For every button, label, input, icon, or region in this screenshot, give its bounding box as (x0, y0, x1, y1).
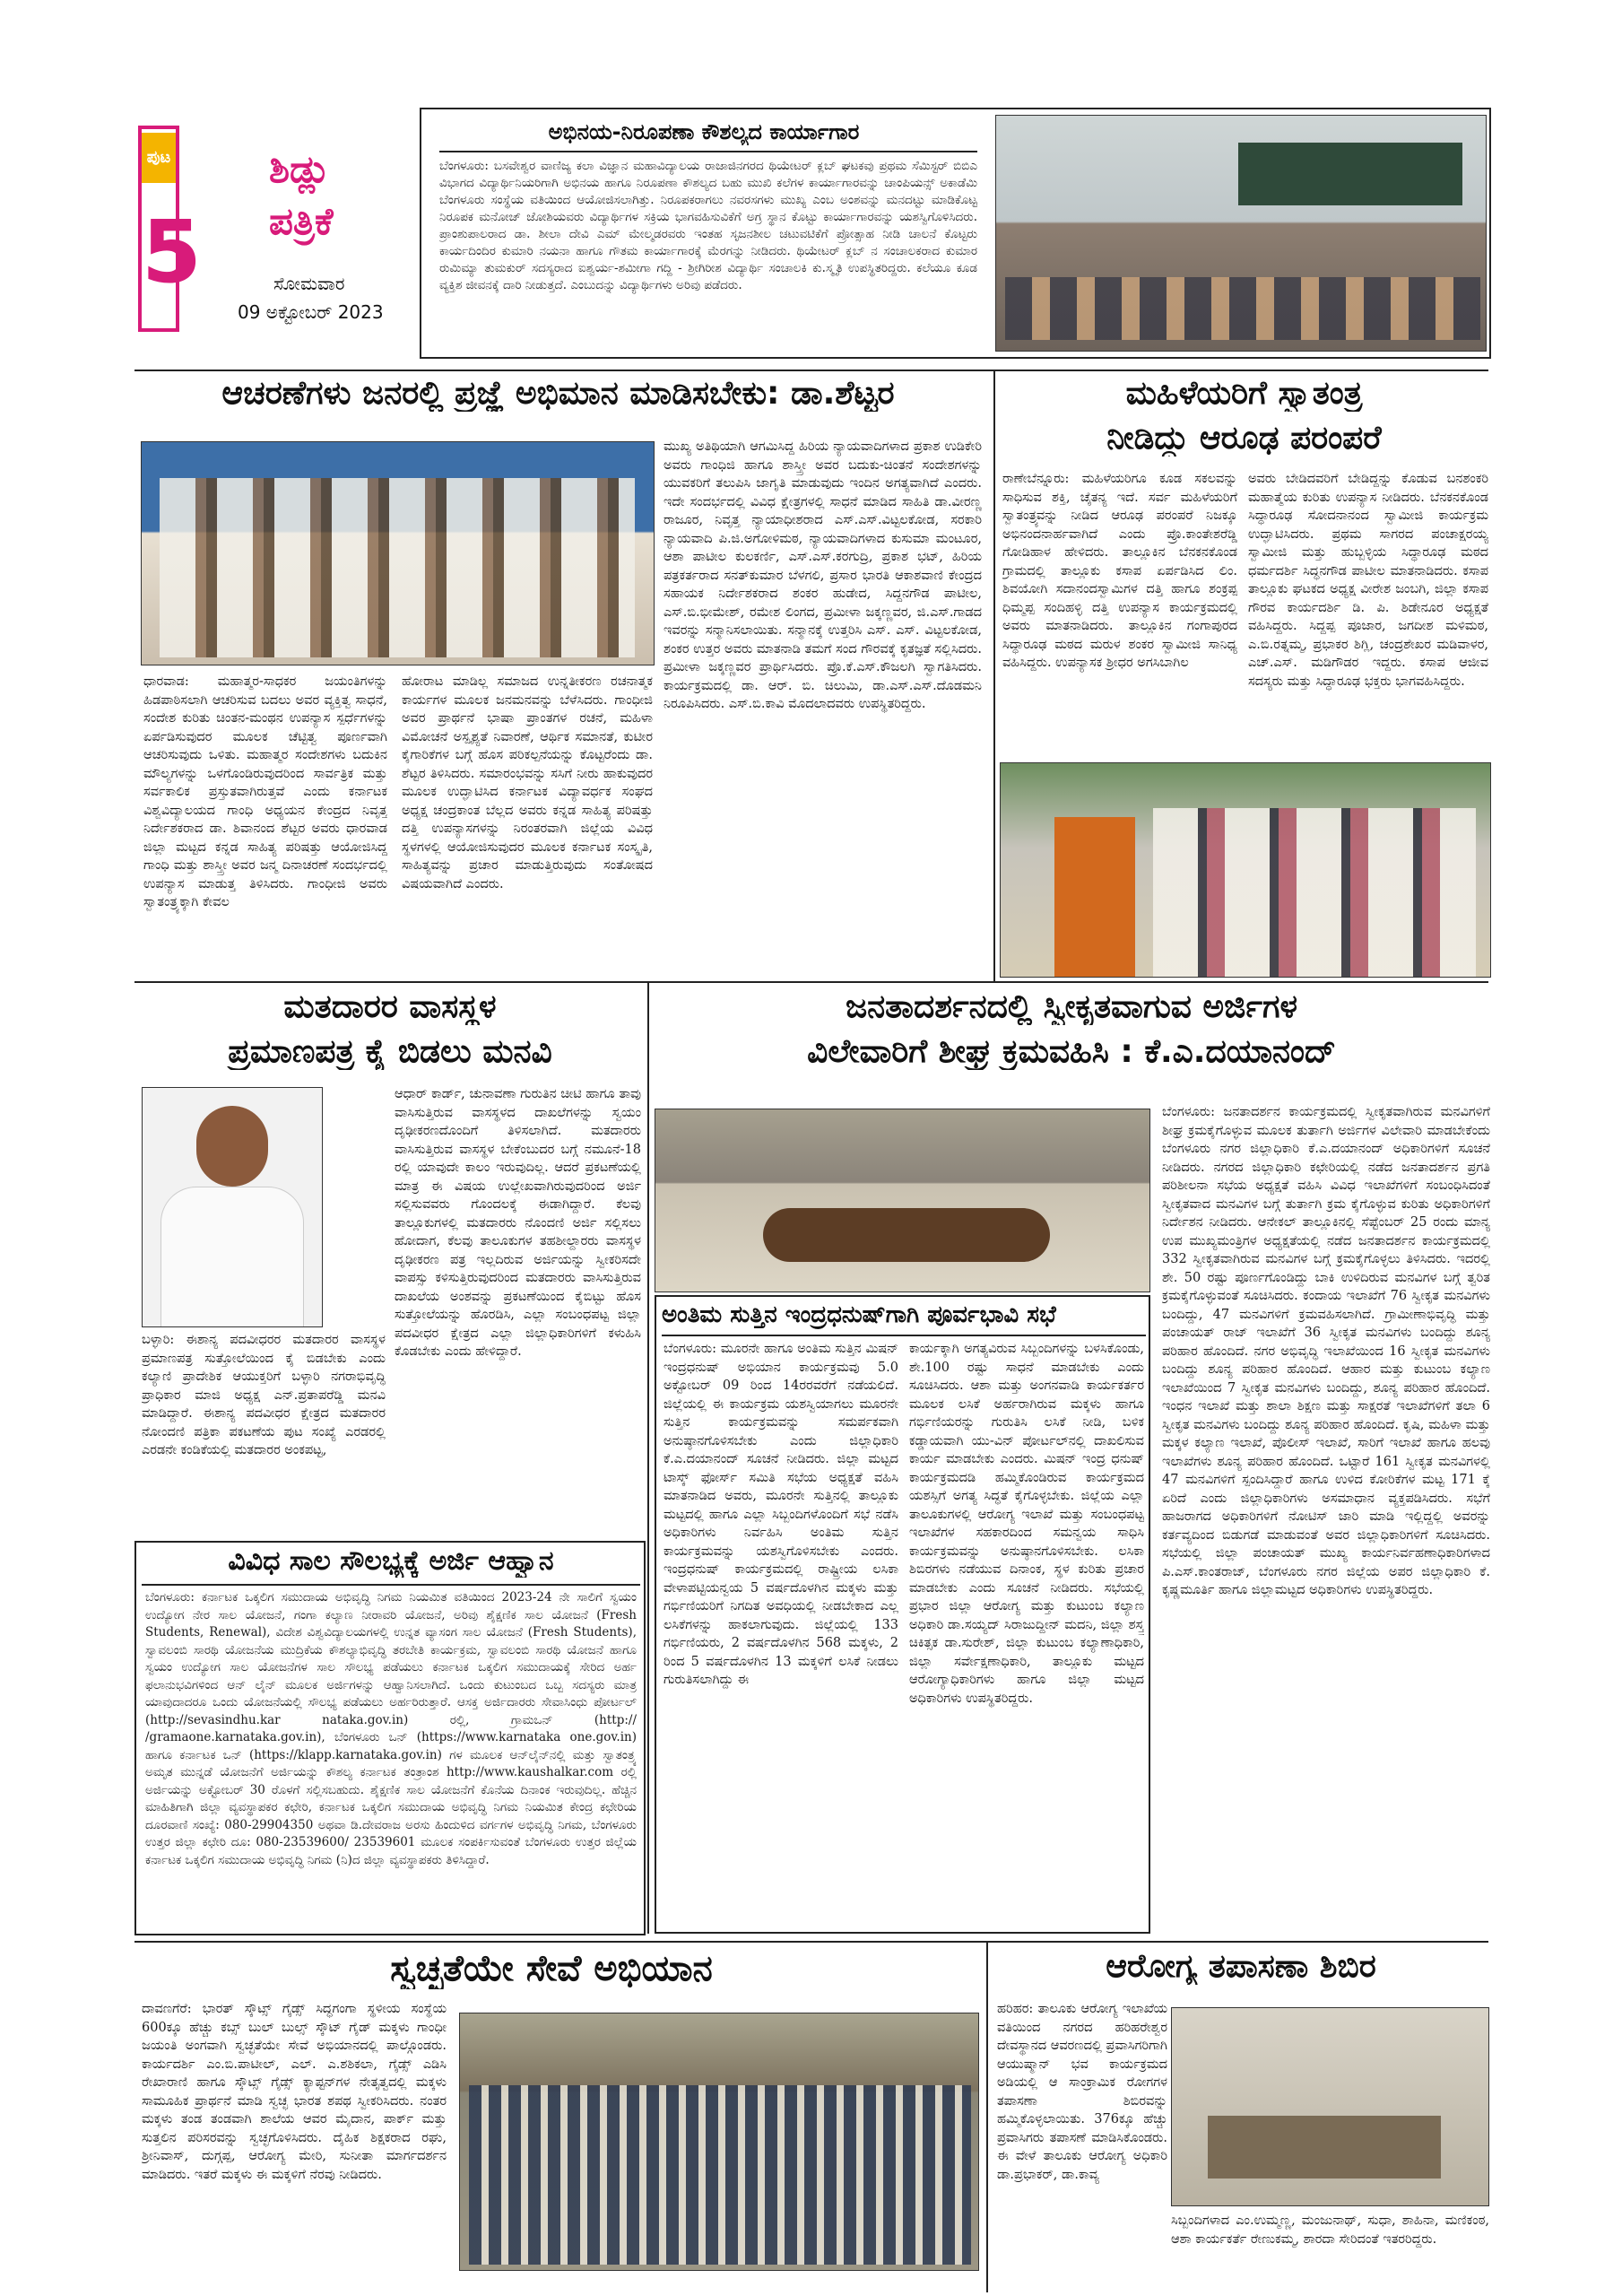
voter-bottom: ಬಳ್ಳಾರಿ: ಈಶಾನ್ಯ ಪದವೀಧರರ ಮತದಾರರ ವಾಸಸ್ಥಳ ಪ್ರಮಾಣಪತ್ರ ಸುತ್ತೋಲೆಯಿಂದ ಕೈ ಬಿಡಬೇಕು ಎಂದು ಕಲ್ಯಾಣಿ ಪ್ರಾದೇಶಿಕ ಆಯುಕ್ತರಿಗೆ ಬಳ್ಳಾರಿ ನಗರಾಭಿವೃದ್ಧಿ ಪ್ರಾಧಿಕಾರ ಮಾಜಿ ಅಧ್ಯಕ್ಷ ಎನ್.ಪ್ರತಾಪರೆಡ್ಡಿ ಮನವಿ ಮಾಡಿದ್ದಾರೆ. ಈಶಾನ್ಯ ಪದವೀಧರ ಕ್ಷೇತ್ರದ ಮತದಾರರ ನೋಂದಣಿ ಪತ್ರಿಕಾ ಪಕಟಣೆಯ ಪುಟ ಸಂಖ್ಯೆ ಎರಡರಲ್ಲಿ ಎರಡನೇ ಕಂಡಿಕೆಯಲ್ಲಿ ಮತದಾರರ ಅಂಕಪಟ್ಟ, (142, 1333, 386, 1457)
loans-underline (142, 1584, 640, 1586)
story-workshop (420, 108, 1491, 359)
headline-underline (439, 151, 977, 152)
meeting-photo (655, 1109, 1150, 1292)
voter-right-col: ಆಧಾರ್ ಕಾರ್ಡ್, ಚುನಾವಣಾ ಗುರುತಿನ ಚೀಟಿ ಹಾಗೂ ತಾವು ವಾಸಿಸುತ್ತಿರುವ ವಾಸಸ್ಥಳದ ದಾಖಲೆಗಳನ್ನು ಸ್ವಯಂ ದೃಢೀಕರಣದೊಂದಿಗೆ ತಿಳಿಸಲಾಗಿದೆ. ಮತದಾರರು ವಾಸಿಸುತ್ತಿರುವ ವಾಸಸ್ಥಳ ಬೇಕೆಂಬುದರ ಬಗ್ಗೆ ನಮೂನೆ-18 ರಲ್ಲಿ ಯಾವುದೇ ಕಾಲಂ ಇರುವುದಿಲ್ಲ. ಆದರೆ ಪ್ರಕಟಣೆಯಲ್ಲಿ ಮಾತ್ರ ಈ ವಿಷಯ ಉಲ್ಲೇಖವಾಗಿರುವುದರಿಂದ ಅರ್ಜಿ ಸಲ್ಲಿಸುವವರು ಗೊಂದಲಕ್ಕೆ ಈಡಾಗಿದ್ದಾರೆ. ಕೆಲವು ತಾಲ್ಲೂಕುಗಳಲ್ಲಿ ಮತದಾರರು ನೊಂದಣಿ ಅರ್ಜಿ ಸಲ್ಲಿಸಲು ಹೋದಾಗ, ಕೆಲವು ತಾಲೂಕುಗಳ ತಹಶೀಲ್ದಾರರು ವಾಸಸ್ಥಳ ದೃಢೀಕರಣ ಪತ್ರ ಇಲ್ಲದಿರುವ ಅರ್ಜಿಯನ್ನು ಸ್ವೀಕರಿಸದೇ ವಾಪಸ್ಸು ಕಳಿಸುತ್ತಿರುವುದರಿಂದ ಮತದಾರರು ವಾಸಿಸುತ್ತಿರುವ ದಾಖಲೆಯ ಅಂಶವನ್ನು ಪ್ರಕಟಣೆಯಿಂದ ಕೈಬಿಟ್ಟು ಹೊಸ ಸುತ್ತೋಲೆಯನ್ನು ಹೊರಡಿಸಿ, ಎಲ್ಲಾ ಸಂಬಂಧಪಟ್ಟ ಜಿಲ್ಲಾ ಪದವೀಧರ ಕ್ಷೇತ್ರದ ಎಲ್ಲಾ ಜಿಲ್ಲಾಧಿಕಾರಿಗಳಿಗೆ ಕಳುಹಿಸಿ ಕೊಡಬೇಕು ಎಂದು ಹೇಳಿದ್ದಾರೆ. (395, 1087, 641, 1359)
lamp-people (1153, 808, 1476, 978)
aroodha-col1: ರಾಣೇಬೆನ್ನೂರು: ಮಹಿಳೆಯರಿಗೂ ಕೂಡ ಸಕಲವನ್ನು ಸಾಧಿಸುವ ಶಕ್ತಿ, ಚೈತನ್ಯ ಇದೆ. ಸರ್ವ ಮಹಿಳೆಯರಿಗೆ ಸ್ವಾತಂತ್ರ್ಯವನ್ನು ನೀಡಿದ ಆರೂಢ ಪರಂಪರೆ ನಿಜಕ್ಕೂ ಅಭಿನಂದನಾರ್ಹವಾಗಿದೆ ಎಂದು ಪ್ರೊ.ಕಾಂತೇಶರೆಡ್ಡಿ ಗೋಡಿಹಾಳ ಹೇಳಿದರು. ತಾಲ್ಲೂಕಿನ ಬೆನಕನಕೊಂಡ ಗ್ರಾಮದಲ್ಲಿ ತಾಲ್ಲೂಕು ಕಸಾಪ ಏರ್ಪಡಿಸಿದ ಲಿಂ. ಶಿವಯೋಗಿ ಸದಾನಂದಸ್ವಾಮಿಗಳ ದತ್ತಿ ಹಾಗೂ ಶಂಕ್ರಪ್ಪ ಧಿಮ್ಮಪ್ಪ ಸಂದಿಹಳ್ಳಿ ದತ್ತಿ ಉಪನ್ಯಾಸ ಕಾರ್ಯಕ್ರಮದಲ್ಲಿ ಅವರು ಮಾತನಾಡಿದರು. ತಾಲ್ಲೂಕಿನ ಗಂಗಾಪುರದ ಸಿದ್ಧಾರೂಢ ಮಠದ ಮರುಳ ಶಂಕರ ಸ್ವಾಮೀಜಿ ಸಾನಿಧ್ಯ ವಹಿಸಿದ್ದರು. ಉಪನ್ಯಾಸಕ ಶ್ರೀಧರ ಅಗಸಿಬಾಗಿಲ (1002, 472, 1237, 670)
swachhata-body: ದಾವಣಗೆರೆ: ಭಾರತ್ ಸ್ಕೌಟ್ಸ್ ಗೈಡ್ಸ್ ಸಿದ್ಧಗಂಗಾ ಸ್ಥಳೀಯ ಸಂಸ್ಥೆಯ 600ಕ್ಕೂ ಹೆಚ್ಚು ಕಬ್ಸ್ ಬುಲ್ ಬುಲ್ಸ್ ಸ್ಕೌಟ್ ಗೈಡ್ ಮಕ್ಕಳು ಗಾಂಧೀ ಜಯಂತಿ ಅಂಗವಾಗಿ ಸ್ವಚ್ಛತೆಯೇ ಸೇವೆ ಅಭಿಯಾನದಲ್ಲಿ ಪಾಲ್ಗೊಂಡರು. ಕಾರ್ಯದರ್ಶಿ ಎಂ.ಬಿ.ಪಾಟೀಲ್, ಎಲ್. ಎ.ಶಶಿಕಲಾ, ಗೈಡ್ಸ್ ಎಡಿಸಿ ರೇಖಾರಾಣಿ ಹಾಗೂ ಸ್ಕೌಟ್ಸ್ ಗೈಡ್ಸ್ ಕ್ಯಾಪ್ಟನ್‌ಗಳ ನೇತೃತ್ವದಲ್ಲಿ ಮಕ್ಕಳು ಸಾಮೂಹಿಕ ಪ್ರಾರ್ಥನೆ ಮಾಡಿ ಸ್ವಚ್ಛ ಭಾರತ ಶಪಥ ಸ್ವೀಕರಿಸಿದರು. ನಂತರ ಮಕ್ಕಳು ತಂಡ ತಂಡವಾಗಿ ಶಾಲೆಯ ಆವರ ಮೈದಾನ, ಪಾರ್ಕ್ ಮತ್ತು ಸುತ್ತಲಿನ ಪರಿಸರವನ್ನು ಸ್ವಚ್ಛಗೊಳಿಸಿದರು. ದೈಹಿಕ ಶಿಕ್ಷಕರಾದ ರಘು, ಶ್ರೀನಿವಾಸ್, ದುಗ್ಗಪ್ಪ, ಆರೋಗ್ಯ ಮೇರಿ, ಸುನೀತಾ ಮಾರ್ಗದರ್ಶನ ಮಾಡಿದರು. ಇತರೆ ಮಕ್ಕಳು ಈ ಮಕ್ಕಳಿಗೆ ನೆರವು ನೀಡಿದರು. (142, 2002, 447, 2182)
health-camp-caption: ಸಿಬ್ಬಂದಿಗಳಾದ ಎಂ.ಉಮ್ಮಣ್ಣ, ಮಂಜುನಾಥ್, ಸುಧಾ, ಶಾಹಿನಾ, ಮಣಿಕಂಠ, ಆಶಾ ಕಾರ್ಯಕರ್ತೆ ರೇಣುಕಮ್ಮ, ಶಾರದಾ ಸೇರಿದಂತೆ ಇತರರಿದ್ದರು. (1171, 2213, 1489, 2247)
headline-loans: ವಿವಿಧ ಸಾಲ ಸೌಲಭ್ಯಕ್ಕೆ ಅರ್ಜಿ ಆಹ್ವಾನ (228, 1546, 554, 1577)
scouts-photo (459, 2013, 979, 2271)
aroodha-photo (1000, 762, 1491, 978)
petitioner-photo (142, 1087, 323, 1327)
divider-s2-top (134, 370, 1488, 371)
indradhanush-underline (662, 1335, 1146, 1336)
indradhanush-col1: ಬೆಂಗಳೂರು: ಮೂರನೇ ಹಾಗೂ ಅಂತಿಮ ಸುತ್ತಿನ ಮಿಷನ್ ಇಂದ್ರಧನುಷ್ ಅಭಿಯಾನ ಕಾರ್ಯಕ್ರಮವು 5.0 ಅಕ್ಟೋಬರ್ 09 ರಿಂದ 14ರರವರೆಗೆ ನಡೆಯಲಿದೆ. ಜಿಲ್ಲೆಯಲ್ಲಿ ಈ ಕಾರ್ಯಕ್ರಮ ಯಶಸ್ವಿಯಾಗಲು ಮೂರನೇ ಸುತ್ತಿನ ಕಾರ್ಯಕ್ರಮವನ್ನು ಸಮರ್ಪಕವಾಗಿ ಅನುಷ್ಠಾನಗೊಳಿಸಬೇಕು ಎಂದು ಜಿಲ್ಲಾಧಿಕಾರಿ ಕೆ.ಎ.ದಯಾನಂದ್ ಸೂಚನೆ ನೀಡಿದರು. ಜಿಲ್ಲಾ ಮಟ್ಟದ ಟಾಸ್ಕ್ ಫೋರ್ಸ್ ಸಮಿತಿ ಸಭೆಯ ಅಧ್ಯಕ್ಷತೆ ವಹಿಸಿ ಮಾತನಾಡಿದ ಅವರು, ಮೂರನೇ ಸುತ್ತಿನಲ್ಲಿ ತಾಲ್ಲೂಕು ಮಟ್ಟದಲ್ಲಿ ಹಾಗೂ ಎಲ್ಲಾ ಸಿಬ್ಬಂದಿಗಳೊಂದಿಗೆ ಸಭೆ ನಡೆಸಿ ಅಧಿಕಾರಿಗಳು ನಿರ್ವಹಿಸಿ ಅಂತಿಮ ಸುತ್ತಿನ ಕಾರ್ಯಕ್ರಮವನ್ನು ಯಶಸ್ವಿಗೊಳಿಸಬೇಕು ಎಂದರು. ಇಂದ್ರಧನುಷ್ ಕಾರ್ಯಕ್ರಮದಲ್ಲಿ ರಾಷ್ಟ್ರೀಯ ಲಸಿಕಾ ವೇಳಾಪಟ್ಟಿಯನ್ವಯ 5 ವರ್ಷದೊಳಗಿನ ಮಕ್ಕಳು ಮತ್ತು ಗರ್ಭಿಣಿಯರಿಗೆ ನಿಗದಿತ ಅವಧಿಯಲ್ಲಿ ನೀಡಬೇಕಾದ ಎಲ್ಲ ಲಸಿಕೆಗಳನ್ನು ಹಾಕಲಾಗುವುದು. ಜಿಲ್ಲೆಯಲ್ಲಿ 133 ಗರ್ಭಿಣಿಯರು, 2 ವರ್ಷದೊಳಗಿನ 568 ಮಕ್ಕಳು, 2 ರಿಂದ 5 ವರ್ಷದೊಳಗಿನ 13 ಮಕ್ಕಳಿಗೆ ಲಸಿಕೆ ನೀಡಲು ಗುರುತಿಸಲಾಗಿದ್ದು ಈ (664, 1342, 898, 1687)
shettar-col2: ಹೋರಾಟ ಮಾಡಿಲ್ಲ ಸಮಾಜದ ಉನ್ನತೀಕರಣ ರಚನಾತ್ಮಕ ಕಾರ್ಯಗಳ ಮೂಲಕ ಜನಮನವನ್ನು ಬೆಳೆಸಿದರು. ಗಾಂಧೀಜಿ ಅವರ ಪ್ರಾರ್ಥನೆ ಭಾಷಾ ಪ್ರಾಂತಗಳ ರಚನೆ, ಮಹಿಳಾ ವಿಮೋಚನೆ ಅಸ್ಪೃಶ್ಯತೆ ನಿವಾರಣೆ, ಆರ್ಥಿಕ ಸಮಾನತೆ, ಕುಟೀರ ಕೈಗಾರಿಕೆಗಳ ಬಗ್ಗೆ ಹೊಸ ಪರಿಕಲ್ಪನೆಯನ್ನು ಕೊಟ್ಟರೆಂದು ಡಾ. ಶೆಟ್ಟರ ತಿಳಿಸಿದರು. ಸಮಾರಂಭವನ್ನು ಸಸಿಗೆ ನೀರು ಹಾಕುವುದರ ಮೂಲಕ ಉದ್ಘಾಟಿಸಿದ ಕರ್ನಾಟಕ ವಿದ್ಯಾವರ್ಧಕ ಸಂಘದ ಅಧ್ಯಕ್ಷ ಚಂದ್ರಕಾಂತ ಬೆಲ್ಲದ ಅವರು ಕನ್ನಡ ಸಾಹಿತ್ಯ ಪರಿಷತ್ತು ದತ್ತಿ ಉಪನ್ಯಾಸಗಳನ್ನು ನಿರಂತರವಾಗಿ ಜಿಲ್ಲೆಯ ವಿವಿಧ ಸ್ಥಳಗಳಲ್ಲಿ ಆಯೋಜಿಸುವುದರ ಮೂಲಕ ಕರ್ನಾಟಕ ಸಂಸ್ಕೃತಿ, ಸಾಹಿತ್ಯವನ್ನು ಪ್ರಚಾರ ಮಾಡುತ್ತಿರುವುದು ಸಂತೋಷದ ವಿಷಯವಾಗಿದೆ ಎಂದರು. (402, 674, 653, 891)
headline-workshop: ಅಭಿನಯ-ನಿರೂಪಣಾ ಕೌಶಲ್ಯದ ಕಾರ್ಯಾಗಾರ (548, 120, 860, 144)
masthead (134, 115, 412, 375)
divider-s3-left (993, 371, 995, 981)
headline-janata-line1: ಜನತಾದರ್ಶನದಲ್ಲಿ ಸ್ವೀಕೃತವಾಗುವ ಅರ್ಜಿಗಳ (845, 988, 1298, 1025)
story-indradhanush (655, 1295, 1150, 1934)
issue-date: 09 ಅಕ್ಟೋಬರ್ 2023 (238, 301, 384, 323)
petitioner-body (160, 1187, 304, 1327)
indradhanush-col2: ಕಾರ್ಯಕ್ಕಾಗಿ ಅಗತ್ಯವಿರುವ ಸಿಬ್ಬಂದಿಗಳನ್ನು ಬಳಸಿಕೊಂಡು, ಶೇ.100 ರಷ್ಟು ಸಾಧನೆ ಮಾಡಬೇಕು ಎಂದು ಸೂಚಿಸಿದರು. ಆಶಾ ಮತ್ತು ಅಂಗನವಾಡಿ ಕಾರ್ಯಕರ್ತರ ಮೂಲಕ ಲಸಿಕೆ ಅರ್ಹರಾಗಿರುವ ಮಕ್ಕಳು ಹಾಗೂ ಗರ್ಭಿಣಿಯರನ್ನು ಗುರುತಿಸಿ ಲಸಿಕೆ ನೀಡಿ, ಬಳಿಕ ಕಡ್ಡಾಯವಾಗಿ ಯು-ವಿನ್ ಪೋರ್ಟಲ್‌ನಲ್ಲಿ ದಾಖಲಿಸುವ ಕಾರ್ಯ ಮಾಡಬೇಕು ಎಂದರು. ಮಿಷನ್ ಇಂದ್ರ ಧನುಷ್ ಕಾರ್ಯಕ್ರಮದಡಿ ಹಮ್ಮಿಕೊಂಡಿರುವ ಕಾರ್ಯಕ್ರಮದ ಯಶಸ್ಸಿಗೆ ಅಗತ್ಯ ಸಿದ್ಧತೆ ಕೈಗೊಳ್ಳಬೇಕು. ಜಿಲ್ಲೆಯ ಎಲ್ಲಾ ತಾಲೂಕುಗಳಲ್ಲಿ ಆರೋಗ್ಯ ಇಲಾಖೆ ಮತ್ತು ಸಂಬಂಧಪಟ್ಟ ಇಲಾಖೆಗಳ ಸಹಕಾರದಿಂದ ಸಮನ್ವಯ ಸಾಧಿಸಿ ಕಾರ್ಯಕ್ರಮವನ್ನು ಅನುಷ್ಠಾನಗೊಳಿಸಬೇಕು. ಲಸಿಕಾ ಶಿಬಿರಗಳು ನಡೆಯುವ ದಿನಾಂಕ, ಸ್ಥಳ ಕುರಿತು ಪ್ರಚಾರ ಮಾಡಬೇಕು ಎಂದು ಸೂಚನೆ ನೀಡಿದರು. ಸಭೆಯಲ್ಲಿ ಪ್ರಭಾರ ಜಿಲ್ಲಾ ಆರೋಗ್ಯ ಮತ್ತು ಕುಟುಂಬ ಕಲ್ಯಾಣ ಅಧಿಕಾರಿ ಡಾ.ಸಯ್ಯದ್ ಸಿರಾಜುದ್ದೀನ್ ಮದನಿ, ಜಿಲ್ಲಾ ಶಸ್ತ್ರ ಚಿಕಿತ್ಸಕ ಡಾ.ಸುರೇಶ್, ಜಿಲ್ಲಾ ಕುಟುಂಬ ಕಲ್ಯಾಣಾಧಿಕಾರಿ, ಜಿಲ್ಲಾ ಸರ್ವೇಕ್ಷಣಾಧಿಕಾರಿ, ತಾಲ್ಲೂಕು ಮಟ್ಟದ ಆರೋಗ್ಯಾಧಿಕಾರಿಗಳು ಹಾಗೂ ಜಿಲ್ಲಾ ಮಟ್ಟದ ಅಧಿಕಾರಿಗಳು ಉಪಸ್ಥಿತರಿದ್ದರು. (909, 1342, 1144, 1706)
meeting-table (763, 1208, 1050, 1262)
paper-name-line1: ಶಿಡ್ಲು (269, 147, 331, 191)
story-loans (134, 1541, 646, 1935)
shettar-photo (141, 441, 655, 665)
janata-body: ಬೆಂಗಳೂರು: ಜನತಾದರ್ಶನ ಕಾರ್ಯಕ್ರಮದಲ್ಲಿ ಸ್ವೀಕೃತವಾಗಿರುವ ಮನವಿಗಳಿಗೆ ಶೀಘ್ರ ಕ್ರಮಕೈಗೊಳ್ಳುವ ಮೂಲಕ ತುರ್ತಾಗಿ ಅರ್ಜಿಗಳ ವಿಲೇವಾರಿ ಮಾಡಬೇಕೆಂದು ಬೆಂಗಳೂರು ನಗರ ಜಿಲ್ಲಾಧಿಕಾರಿ ಕೆ.ಎ.ದಯಾನಂದ್ ಅಧಿಕಾರಿಗಳಿಗೆ ಸೂಚನೆ ನೀಡಿದರು. ನಗರದ ಜಿಲ್ಲಾಧಿಕಾರಿ ಕಛೇರಿಯಲ್ಲಿ ನಡೆದ ಜನತಾದರ್ಶನ ಪ್ರಗತಿ ಪರಿಶೀಲನಾ ಸಭೆಯ ಅಧ್ಯಕ್ಷತೆ ವಹಿಸಿ ವಿವಿಧ ಇಲಾಖೆಗಳಿಗೆ ಸಂಬಂಧಿಸಿದಂತೆ ಸ್ವೀಕೃತವಾದ ಮನವಿಗಳ ಬಗ್ಗೆ ತುರ್ತಾಗಿ ಕ್ರಮ ಕೈಗೊಳ್ಳುವ ಕುರಿತು ಅಧಿಕಾರಿಗಳಿಗೆ ನಿರ್ದೇಶನ ನೀಡಿದರು. ಆನೇಕಲ್ ತಾಲ್ಲೂಕಿನಲ್ಲಿ ಸೆಪ್ಟೆಂಬರ್ 25 ರಂದು ಮಾನ್ಯ ಉಪ ಮುಖ್ಯಮಂತ್ರಿಗಳ ಅಧ್ಯಕ್ಷತೆಯಲ್ಲಿ ನಡೆದ ಜನತಾದರ್ಶನ ಕಾರ್ಯಕ್ರಮದಲ್ಲಿ 332 ಸ್ವೀಕೃತವಾಗಿರುವ ಮನವಿಗಳ ಬಗ್ಗೆ ಕ್ರಮಕೈಗೊಳ್ಳಲು ತಿಳಿಸಿದರು. ಇದರಲ್ಲಿ ಶೇ. 50 ರಷ್ಟು ಪೂರ್ಣಗೊಂಡಿದ್ದು ಬಾಕಿ ಉಳಿದಿರುವ ಮನವಿಗಳ ಬಗ್ಗೆ ತ್ವರಿತ ಕ್ರಮಕೈಗೊಳ್ಳುವಂತೆ ಸೂಚಿಸಿದರು. ಕಂದಾಯ ಇಲಾಖೆಗೆ 76 ಸ್ವೀಕೃತ ಮನವಿಗಳು ಬಂದಿದ್ದು, 47 ಮನವಿಗಳಿಗೆ ಕ್ರಮವಹಿಸಲಾಗಿದೆ. ಗ್ರಾಮೀಣಾಭಿವೃದ್ಧಿ ಮತ್ತು ಪಂಚಾಯತ್ ರಾಜ್ ಇಲಾಖೆಗೆ 36 ಸ್ವೀಕೃತ ಮನವಿಗಳು ಬಂದಿದ್ದು ಶೂನ್ಯ ಪರಿಹಾರ ಹೊಂದಿದೆ. ನಗರ ಅಭಿವೃದ್ಧಿ ಇಲಾಖೆಯಿಂದ 16 ಸ್ವೀಕೃತ ಮನವಿಗಳು ಬಂದಿದ್ದು ಶೂನ್ಯ ಪರಿಹಾರ ಹೊಂದಿದೆ. ಆಹಾರ ಮತ್ತು ಕುಟುಂಬ ಕಲ್ಯಾಣ ಇಲಾಖೆಯಿಂದ 7 ಸ್ವೀಕೃತ ಮನವಿಗಳು ಬಂದಿದ್ದು, ಶೂನ್ಯ ಪರಿಹಾರ ಹೊಂದಿದೆ. ಇಂಧನ ಇಲಾಖೆ ಮತ್ತು ಶಾಲಾ ಶಿಕ್ಷಣ ಮತ್ತು ಸಾಕ್ಷರತೆ ಇಲಾಖೆಗಳಿಗೆ ತಲಾ 6 ಸ್ವೀಕೃತ ಮನವಿಗಳು ಬಂದಿದ್ದು ಶೂನ್ಯ ಪರಿಹಾರ ಹೊಂದಿದೆ. ಕೃಷಿ, ಮಹಿಳಾ ಮತ್ತು ಮಕ್ಕಳ ಕಲ್ಯಾಣ ಇಲಾಖೆ, ಪೊಲೀಸ್ ಇಲಾಖೆ, ಸಾರಿಗೆ ಇಲಾಖೆ ಹಾಗೂ ಹಲವು ಇಲಾಖೆಗಳು ಶೂನ್ಯ ಪರಿಹಾರ ಹೊಂದಿದೆ. ಒಟ್ಟಾರೆ 161 ಸ್ವೀಕೃತ ಮನವಿಗಳಲ್ಲಿ 47 ಮನವಿಗಳಿಗೆ ಸ್ಪಂದಿಸಿದ್ದಾರೆ ಹಾಗೂ ಉಳಿದ ಕೋರಿಕೆಗಳ ಮಟ್ಟ 171 ಕ್ಕೆ ಏರಿದೆ ಎಂದು ಜಿಲ್ಲಾಧಿಕಾರಿಗಳು ಅಸಮಾಧಾನ ವ್ಯಕ್ತಪಡಿಸಿದರು. ಸಭೆಗೆ ಹಾಜರಾಗದ ಅಧಿಕಾರಿಗಳಿಗೆ ನೋಟಿಸ್ ಜಾರಿ ಮಾಡಿ ಇಲ್ಲಿದ್ದಲ್ಲಿ ಅವರನ್ನು ಕರ್ತವ್ಯದಿಂದ ಬಿಡುಗಡೆ ಮಾಡುವಂತೆ ಅವರ ಜಿಲ್ಲಾಧಿಕಾರಿಗಳಿಗೆ ಸೂಚಿಸಿದರು. ಸಭೆಯಲ್ಲಿ ಜಿಲ್ಲಾ ಪಂಚಾಯತ್ ಮುಖ್ಯ ಕಾರ್ಯನಿರ್ವಹಣಾಧಿಕಾರಿಗಳಾದ ಪಿ.ಎಸ್.ಕಾಂತರಾಜ್, ಬೆಂಗಳೂರು ನಗರ ಜಿಲ್ಲೆಯ ಅಪರ ಜಿಲ್ಲಾಧಿಕಾರಿ ಕೆ. ಕೃಷ್ಣಮೂರ್ತಿ ಹಾಗೂ ಜಿಲ್ಲಾಮಟ್ಟದ ಅಧಿಕಾರಿಗಳು ಉಪಸ್ಥಿತರಿದ್ದರು. (1162, 1105, 1490, 1597)
workshop-photo (995, 115, 1487, 352)
headline-voter-line2: ಪ್ರಮಾಣಪತ್ರ ಕೈ ಬಿಡಲು ಮನವಿ (228, 1033, 552, 1070)
divider-s9-left (986, 1943, 988, 2292)
loans-body: ಬೆಂಗಳೂರು: ಕರ್ನಾಟಕ ಒಕ್ಕಲಿಗ ಸಮುದಾಯ ಅಭಿವೃದ್ಧಿ ನಿಗಮ ನಿಯಮಿತ ವತಿಯಿಂದ 2023-24 ನೇ ಸಾಲಿಗೆ ಸ್ವಯಂ ಉದ್ಯೋಗ ನೇರ ಸಾಲ ಯೋಜನೆ, ಗಂಗಾ ಕಲ್ಯಾಣ ನೀರಾವರಿ ಯೋಜನೆ, ಅರಿವು ಶೈಕ್ಷಣಿಕ ಸಾಲ ಯೋಜನೆ (Fresh Students, Renewal), ವಿದೇಶ ವಿಶ್ವವಿದ್ಯಾಲಯಗಳಲ್ಲಿ ಉನ್ನತ ವ್ಯಾಸಂಗ ಸಾಲ ಯೋಜನೆ (Fresh Students), ಸ್ವಾವಲಂಬಿ ಸಾರಥಿ ಯೋಜನೆಯ ಮುದ್ರಿಕೆಯ ಕೌಶಲ್ಯಾಭಿವೃದ್ಧಿ ತರಬೇತಿ ಕಾರ್ಯಕ್ರಮ, ಸ್ವಾವಲಂಬಿ ಸಾರಥಿ ಯೋಜನೆ ಹಾಗೂ ಸ್ವಯಂ ಉದ್ಯೋಗ ಸಾಲ ಯೋಜನೆಗಳ ಸಾಲ ಸೌಲಭ್ಯ ಪಡೆಯಲು ಕರ್ನಾಟಕ ಒಕ್ಕಲಿಗ ಸಮುದಾಯಕ್ಕೆ ಸೇರಿದ ಅರ್ಹ ಫಲಾನುಭವಿಗಳಿಂದ ಆನ್ ಲೈನ್ ಮೂಲಕ ಅರ್ಜಿಗಳನ್ನು ಆಹ್ವಾನಿಸಲಾಗಿದೆ. ಒಂದು ಕುಟುಂಬದ ಒಬ್ಬ ಸದಸ್ಯರು ಮಾತ್ರ ಯಾವುದಾದರೂ ಒಂದು ಯೋಜನೆಯಲ್ಲಿ ಸೌಲಭ್ಯ ಪಡೆಯಲು ಅರ್ಹರಿರುತ್ತಾರೆ. ಆಸಕ್ತ ಅರ್ಜಿದಾರರು ಸೇವಾಸಿಂಧು ಪೋರ್ಟಲ್ (http://sevasindhu.kar nataka.gov.in) ರಲ್ಲಿ, ಗ್ರಾಮಒನ್ (http:// /gramaone.karnataka.gov.in), ಬೆಂಗಳೂರು ಒನ್ (https://www.karnataka one.gov.in) ಹಾಗೂ ಕರ್ನಾಟಕ ಒನ್ (https://klapp.karnataka.gov.in) ಗಳ ಮೂಲಕ ಆನ್‌ಲೈನ್‌ನಲ್ಲಿ ಮತ್ತು ಸ್ವಾತಂತ್ರ್ಯ ಅಮೃತ ಮುನ್ನಡೆ ಯೋಜನೆಗೆ ಅರ್ಜಿಯನ್ನು ಕೌಶಲ್ಯ ಕರ್ನಾಟಕ ತಂತ್ರಾಂಶ http://www.kaushalkar.com ರಲ್ಲಿ ಅರ್ಜಿಯನ್ನು ಅಕ್ಟೋಬರ್ 30 ರೊಳಗೆ ಸಲ್ಲಿಸಬಹುದು. ಶೈಕ್ಷಣಿಕ ಸಾಲ ಯೋಜನೆಗೆ ಕೊನೆಯ ದಿನಾಂಕ ಇರುವುದಿಲ್ಲ. ಹೆಚ್ಚಿನ ಮಾಹಿತಿಗಾಗಿ ಜಿಲ್ಲಾ ವ್ಯವಸ್ಥಾಪಕರ ಕಛೇರಿ, ಕರ್ನಾಟಕ ಒಕ್ಕಲಿಗ ಸಮುದಾಯ ಅಭಿವೃದ್ಧಿ ನಿಗಮ ನಿಯಮಿತ ಕೇಂದ್ರ ಕಛೇರಿಯ ದೂರವಾಣಿ ಸಂಖ್ಯೆ: 080-29904350 ಅಥವಾ ಡಿ.ದೇವರಾಜ ಅರಸು ಹಿಂದುಳಿದ ವರ್ಗಗಳ ಅಭಿವೃದ್ಧಿ ನಿಗಮ, ಬೆಂಗಳೂರು ಉತ್ತರ ಜಿಲ್ಲಾ ಕಛೇರಿ ದೂ: 080-23539600/ 23539601 ಮೂಲಕ ಸಂಪರ್ಕಿಸುವಂತೆ ಬೆಂಗಳೂರು ಉತ್ತರ ಜಿಲ್ಲೆಯ ಕರ್ನಾಟಕ ಒಕ್ಕಲಿಗ ಸಮುದಾಯ ಅಭಿವೃದ್ಧಿ ನಿಗಮ (ನಿ)ದ ಜಿಲ್ಲಾ ವ್ಯವಸ್ಥಾಪಕರು ತಿಳಿಸಿದ್ದಾರೆ. (145, 1590, 637, 1867)
health-camp-photo (1171, 2007, 1489, 2206)
shettar-col1: ಧಾರವಾಡ: ಮಹಾತ್ಮರ-ಸಾಧಕರ ಜಯಂತಿಗಳನ್ನು ಹಿಡಪಾಠಿಸಲಾಗಿ ಆಚರಿಸುವ ಬದಲು ಅವರ ವ್ಯಕ್ತಿತ್ವ ಸಾಧನೆ, ಸಂದೇಶ ಕುರಿತು ಚಿಂತನ-ಮಂಥನ ಉಪನ್ಯಾಸ ಸ್ಪರ್ಧೆಗಳನ್ನು ಏರ್ಪಡಿಸುವುದರ ಮೂಲಕ ಚೆಟ್ಟಿತ್ವ ಪೂರ್ಣವಾಗಿ ಆಚರಿಸುವುದು ಒಳಿತು. ಮಹಾತ್ಮರ ಸಂದೇಶಗಳು ಬದುಕಿನ ಮೌಲ್ಯಗಳನ್ನು ಒಳಗೊಂಡಿರುವುದರಿಂದ ಸಾರ್ವತ್ರಿಕ ಮತ್ತು ಸರ್ವಕಾಲಿಕ ಪ್ರಸ್ತುತವಾಗಿರುತ್ತವೆ ಎಂದು ಕರ್ನಾಟಕ ವಿಶ್ವವಿದ್ಯಾಲಯದ ಗಾಂಧಿ ಅಧ್ಯಯನ ಕೇಂದ್ರದ ನಿವೃತ್ತ ನಿರ್ದೇಶಕರಾದ ಡಾ. ಶಿವಾನಂದ ಶೆಟ್ಟರ ಅವರು ಧಾರವಾಡ ಜಿಲ್ಲಾ ಮಟ್ಟದ ಕನ್ನಡ ಸಾಹಿತ್ಯ ಪರಿಷತ್ತು ಆಯೋಜಿಸಿದ್ದ ಗಾಂಧಿ ಮತ್ತು ಶಾಸ್ತ್ರೀ ಅವರ ಜನ್ಮ ದಿನಾಚರಣೆ ಸಂದರ್ಭದಲ್ಲಿ ಉಪನ್ಯಾಸ ಮಾಡುತ್ತ ತಿಳಿಸಿದರು. ಗಾಂಧೀಜಿ ಅವರು ಸ್ವಾತಂತ್ರ್ಯಕ್ಕಾಗಿ ಕೇವಲ (143, 674, 387, 909)
headline-health-camp: ಆರೋಗ್ಯ ತಪಾಸಣಾ ಶಿಬಿರ (1106, 1948, 1376, 1985)
divider-row2-top (134, 981, 1488, 983)
headline-indradhanush: ಅಂತಿಮ ಸುತ್ತಿನ ಇಂದ್ರಧನುಷ್‌ಗಾಗಿ ಪೂರ್ವಭಾವಿ ಸಭೆ (662, 1302, 1056, 1328)
group-people (160, 478, 635, 657)
page-word: ಪುಟ (142, 133, 176, 183)
headline-voter-line1: ಮತದಾರರ ವಾಸಸ್ಥಳ (283, 988, 497, 1025)
headline-aroodha-line1: ಮಹಿಳೆಯರಿಗೆ ಸ್ವಾತಂತ್ರ (1125, 375, 1363, 412)
swamiji-robe (1054, 817, 1135, 978)
camp-desk (1208, 2116, 1441, 2179)
body-workshop: ಬೆಂಗಳೂರು: ಬಸವೇಶ್ವರ ವಾಣಿಜ್ಯ ಕಲಾ ವಿಜ್ಞಾನ ಮಹಾವಿದ್ಯಾಲಯ ರಾಜಾಜಿನಗರದ ಥಿಯೇಟರ್ ಕ್ಲಬ್ ಘಟಕವು ಪ್ರಥಮ ಸೆಮಿಸ್ಟರ್ ಬಿಬಿಎ ವಿಭಾಗದ ವಿದ್ಯಾರ್ಥಿನಿಯರಿಗಾಗಿ ಅಭಿನಯ ಹಾಗೂ ನಿರೂಪಣಾ ಕೌಶಲ್ಯದ ಬಹು ಮುಖಿ ಕಲೆಗಳ ಕಾರ್ಯಾಗಾರವನ್ನು ಚಾಂಪಿಯನ್ಸ್ ಅಕಾಡೆಮಿ ಬೆಂಗಳೂರು ಸಂಸ್ಥೆಯ ವತಿಯಿಂದ ಆಯೋಜಿಸಲಾಗಿತ್ತು. ನಿರೂಪಕರಾಗಲು ನವರಸಗಳು ಮುಖ್ಯ ಎಂಬ ಅಂಶವನ್ನು ಮನದಟ್ಟು ಮಾಡಿಕೊಟ್ಟ ನಿರೂಪಕ ಮನೋಜ್ ಜೋಶಿಯವರು ವಿದ್ಯಾರ್ಥಿಗಳ ಸಕ್ರಿಯ ಭಾಗವಹಿಸುವಿಕೆಗೆ ಅಗ್ರ ಸ್ಥಾನ ಕೊಟ್ಟು ಕಾರ್ಯಾಗಾರವನ್ನು ಯಶಸ್ವಿಗೊಳಿಸಿದರು. ಪ್ರಾಂಶುಪಾಲರಾದ ಡಾ. ಶೀಲಾ ದೇವಿ ಎಮ್ ಮೇಲ್ಮಡರವರು ಇಂತಹ ಸೃಜನಶೀಲ ಚಟುವಟಿಕೆಗೆ ಪ್ರೋತ್ಸಾಹ ನೀಡಿ ಚಾಲನೆ ಕೊಟ್ಟರು ಕಾರ್ಯದಿಂದಿರ ಕುಮಾರಿ ನಯನಾ ಹಾಗೂ ಗೌತಮ ಕಾರ್ಯಾಗಾರಕ್ಕೆ ಮೆರಗನ್ನು ನೀಡಿದರು. ಥಿಯೇಟರ್ ಕ್ಲಬ್ ನ ಸಂಚಾಲಕರಾದ ಕುಮಾರ ರುಮಿಮ್ಯಾ ತುಮಕುರ್ ಸದಸ್ಯರಾದ ಐಶ್ವರ್ಯ-ಶಮೀಗಾ ಗದ್ದಿ - ಶ್ರೀಗಿರೀಶ ವಿದ್ಯಾರ್ಥಿ ಸಂಚಾಲಕಿ ಕು.ಸ್ಮೃತಿ ಉಪಸ್ಥಿತರಿದ್ದರು. ಕಲೆಯೂ ಕೂಡ ವ್ಯಕ್ತಿಶ ಜೀವನಕ್ಕೆ ದಾರಿ ನೀಡುತ್ತದೆ. ಎಂಬುದನ್ನು ವಿದ್ಯಾರ್ಥಿಗಳು ಅರಿವು ಪಡೆದರು. (439, 159, 977, 292)
headline-aroodha-line2: ನೀಡಿದ್ದು ಆರೂಢ ಪರಂಪರೆ (1106, 420, 1382, 457)
headline-swachhata: ಸ್ವಚ್ಛತೆಯೇ ಸೇವೆ ಅಭಿಯಾನ (390, 1948, 713, 1989)
health-camp-body: ಹರಿಹರ: ತಾಲೂಕು ಆರೋಗ್ಯ ಇಲಾಖೆಯ ವತಿಯಿಂದ ನಗರದ ಹರಿಹರೇಶ್ವರ ದೇವಸ್ಥಾನದ ಆವರಣದಲ್ಲಿ ಪ್ರವಾಸಿಗರಿಗಾಗಿ ಆಯುಷ್ಮಾನ್ ಭವ ಕಾರ್ಯಕ್ರಮದ ಅಡಿಯಲ್ಲಿ ಆ ಸಾಂಕ್ರಾಮಿಕ ರೋಗಗಳ ತಪಾಸಣಾ ಶಿಬಿರವನ್ನು ಹಮ್ಮಿಕೊಳ್ಳಲಾಯಿತು. 376ಕ್ಕೂ ಹೆಚ್ಚು ಪ್ರವಾಸಿಗರು ತಪಾಸಣೆ ಮಾಡಿಸಿಕೊಂಡರು. ಈ ವೇಳೆ ತಾಲೂಕು ಆರೋಗ್ಯ ಅಧಿಕಾರಿ ಡಾ.ಪ್ರಭಾಕರ್, ಡಾ.ಕಾವ್ಯ (997, 2002, 1167, 2182)
paper-name-line2: ಪತ್ರಿಕೆ (269, 199, 334, 243)
aroodha-col2: ಅವರು ಬೇಡಿದವರಿಗೆ ಬೇಡಿದ್ದನ್ನು ಕೊಡುವ ಬನಶಂಕರಿ ಮಹಾತ್ಮೆಯ ಕುರಿತು ಉಪನ್ಯಾಸ ನೀಡಿದರು. ಬೆನಕನಕೊಂಡ ಸಿದ್ಧಾರೂಢ ಸೋದನಾನಂದ ಸ್ವಾಮೀಜಿ ಕಾರ್ಯಕ್ರಮ ಉದ್ಘಾಟಿಸಿದರು. ಪ್ರಥಮ ಸಾಗರದ ಪಂಚಾಕ್ಷರಯ್ಯ ಸ್ವಾಮೀಜಿ ಮತ್ತು ಹುಬ್ಬಳ್ಳಿಯ ಸಿದ್ಧಾರೂಢ ಮಠದ ಧರ್ಮದರ್ಶಿ ಸಿದ್ಧನಗೌಡ ಪಾಟೀಲ ಮಾತನಾಡಿದರು. ಕಸಾಪ ತಾಲ್ಲೂಕು ಘಟಕದ ಅಧ್ಯಕ್ಷ ವೀರೇಶ ಜಂಬಗಿ, ಜಿಲ್ಲಾ ಕಸಾಪ ಗೌರವ ಕಾರ್ಯದರ್ಶಿ ಡಿ. ಪಿ. ಶಿಡೇನೂರ ಅಧ್ಯಕ್ಷತೆ ವಹಿಸಿದ್ದರು. ಸಿದ್ದಪ್ಪ ಪೂಜಾರ, ಜಗದೀಶ ಮಳಿಮಠ, ಎ.ಬಿ.ರತ್ನಮ್ಮ, ಪ್ರಭಾಕರ ಶಿಗ್ಲಿ, ಚಂದ್ರಶೇಖರ ಮಡಿವಾಳರ, ಎಚ್.ಎಸ್. ಮಡಿಗೌಡರ ಇದ್ದರು. ಕಸಾಪ ಆಜೀವ ಸದಸ್ಯರು ಮತ್ತು ಸಿದ್ಧಾರೂಢ ಭಕ್ತರು ಭಾಗವಹಿಸಿದ್ದರು. (1248, 472, 1488, 689)
chalkboard (1238, 143, 1462, 205)
headline-shettar: ಆಚರಣೆಗಳು ಜನರಲ್ಲಿ ಪ್ರಜ್ಞೆ ಅಭಿಮಾನ ಮಾಡಿಸಬೇಕು: ಡಾ.ಶೆಟ್ಟರ (221, 375, 895, 412)
headline-janata-line2: ವಿಲೇವಾರಿಗೆ ಶೀಘ್ರ ಕ್ರಮವಹಿಸಿ : ಕೆ.ಎ.ದಯಾನಂದ್ (807, 1033, 1336, 1070)
divider-s5-left (647, 983, 649, 1934)
petitioner-head (196, 1106, 268, 1187)
page-number-box (138, 126, 202, 332)
audience-row (1005, 277, 1480, 340)
shettar-col3: ಮುಖ್ಯ ಅತಿಥಿಯಾಗಿ ಆಗಮಿಸಿದ್ದ ಹಿರಿಯ ನ್ಯಾಯವಾದಿಗಳಾದ ಪ್ರಕಾಶ ಉಡಿಕೇರಿ ಅವರು ಗಾಂಧಿಜಿ ಹಾಗೂ ಶಾಸ್ತ್ರೀ ಅವರ ಬದುಕು-ಚಿಂತನೆ ಸಂದೇಶಗಳನ್ನು ಯುವಕರಿಗೆ ತಲುಪಿಸಿ ಜಾಗೃತಿ ಮಾಡುವುದು ಇಂದಿನ ಅಗತ್ಯವಾಗಿದೆ ಎಂದರು. ಇದೇ ಸಂದರ್ಭದಲ್ಲಿ ವಿವಿಧ ಕ್ಷೇತ್ರಗಳಲ್ಲಿ ಸಾಧನೆ ಮಾಡಿದ ಸಾಹಿತಿ ಡಾ.ವೀರಣ್ಣ ರಾಜೂರ, ನಿವೃತ್ತ ನ್ಯಾಯಾಧೀಶರಾದ ಎಸ್.ಎಸ್.ವಿಟ್ಟಲಕೋಡ, ಸರಕಾರಿ ನ್ಯಾಯವಾದಿ ಪಿ.ಜಿ.ಅಗೋಳಿಮಠ, ನ್ಯಾಯವಾದಿಗಳಾದ ಕುಸುಮಾ ಮಂಟೂರ, ಆಶಾ ಪಾಟೀಲ ಕುಲಕರ್ಣಿ, ಎಸ್.ಎಸ್.ಕರಗುದ್ರಿ, ಪ್ರಕಾಶ ಭಟ್, ಹಿರಿಯ ಪತ್ರಕರ್ತರಾದ ಸನತ್‌ಕುಮಾರ ಬೆಳಗಲಿ, ಪ್ರಸಾರ ಭಾರತಿ ಆಕಾಶವಾಣಿ ಕೇಂದ್ರದ ಸಹಾಯಕ ನಿರ್ದೇಶಕರಾದ ಶಂಕರ ಹುಡೇದ, ಸಿದ್ದನಗೌಡ ಪಾಟೀಲ, ಎಸ್.ಬಿ.ಭೀಮೇಶ್, ರಮೇಶ ಲಿಂಗದ, ಪ್ರಮೀಳಾ ಜಕ್ಕಣ್ಣವರ, ಜಿ.ಎಸ್.ಗಾಡದ ಇವರನ್ನು ಸನ್ಮಾನಿಸಲಾಯಿತು. ಸನ್ಮಾನಕ್ಕೆ ಉತ್ತರಿಸಿ ಎಸ್. ಎಸ್. ವಿಟ್ಟಲಕೋಡ, ಶಂಕರ ಉತ್ತರ ಅವರು ಮಾತನಾಡಿ ತಮಗೆ ಸಂದ ಗೌರವಕ್ಕೆ ಕೃತಜ್ಞತೆ ಸಲ್ಲಿಸಿದರು. ಪ್ರಮೀಳಾ ಜಕ್ಕಣ್ಣವರ ಪ್ರಾರ್ಥಿಸಿದರು. ಪ್ರೊ.ಕೆ.ಎಸ್.ಕೌಜಲಗಿ ಸ್ವಾಗತಿಸಿದರು. ಕಾರ್ಯಕ್ರಮದಲ್ಲಿ ಡಾ. ಆರ್. ಬಿ. ಚಿಲುಮಿ, ಡಾ.ಎಸ್.ಎಸ್.ದೊಡಮನಿ ನಿರೂಪಿಸಿದರು. ಎಸ್.ಬಿ.ಕಾವಿ ಮೊದಲಾದವರು ಉಪಸ್ಥಿತರಿದ್ದರು. (664, 439, 982, 711)
divider-row3-top (134, 1941, 1488, 1943)
page-number: 5 (142, 202, 202, 302)
issue-day: ಸೋಮವಾರ (273, 273, 345, 294)
scouts-rows (469, 2085, 971, 2265)
